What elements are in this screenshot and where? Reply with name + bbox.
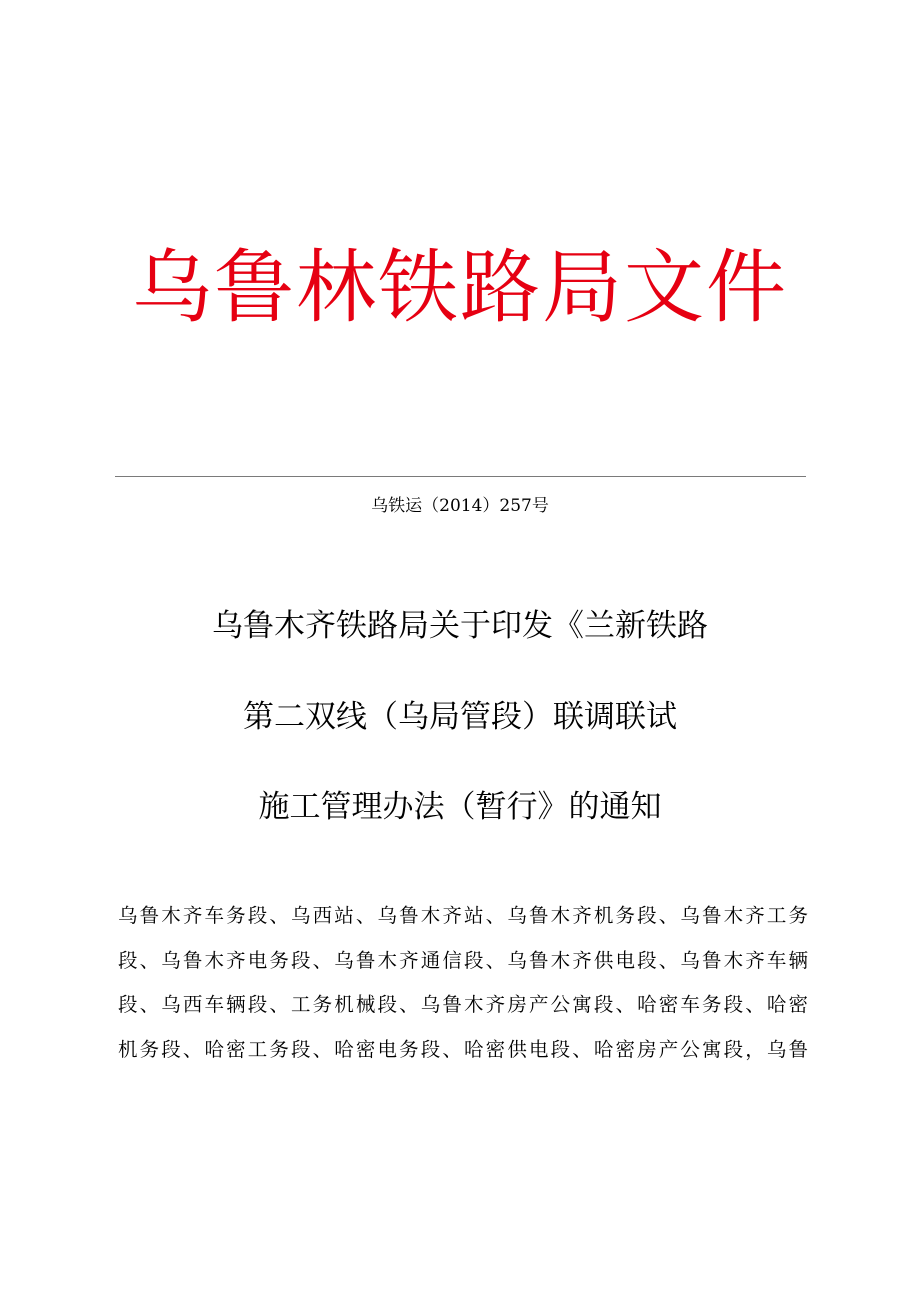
document-title-line-3: 施工管理办法（暂行》的通知 (258, 789, 662, 825)
document-header-title: 乌鲁林铁路局文件 (132, 241, 788, 334)
addressee-line-4: 机务段、哈密工务段、哈密电务段、哈密供电段、哈密房产公寓段，乌鲁 (118, 1038, 808, 1061)
document-title-line-2: 第二双线（乌局管段）联调联试 (243, 699, 677, 735)
addressee-line-3: 段、乌西车辆段、工务机械段、乌鲁木齐房产公寓段、哈密车务段、哈密 (118, 993, 808, 1016)
addressee-line-2: 段、乌鲁木齐电务段、乌鲁木齐通信段、乌鲁木齐供电段、乌鲁木齐车辆 (118, 949, 808, 972)
addressee-line-1: 乌鲁木齐车务段、乌西站、乌鲁木齐站、乌鲁木齐机务段、乌鲁木齐工务 (118, 904, 808, 927)
document-title-line-1: 乌鲁木齐铁路局关于印发《兰新铁路 (212, 608, 708, 644)
header-divider (115, 476, 806, 477)
document-number: 乌铁运（2014）257号 (371, 496, 549, 516)
